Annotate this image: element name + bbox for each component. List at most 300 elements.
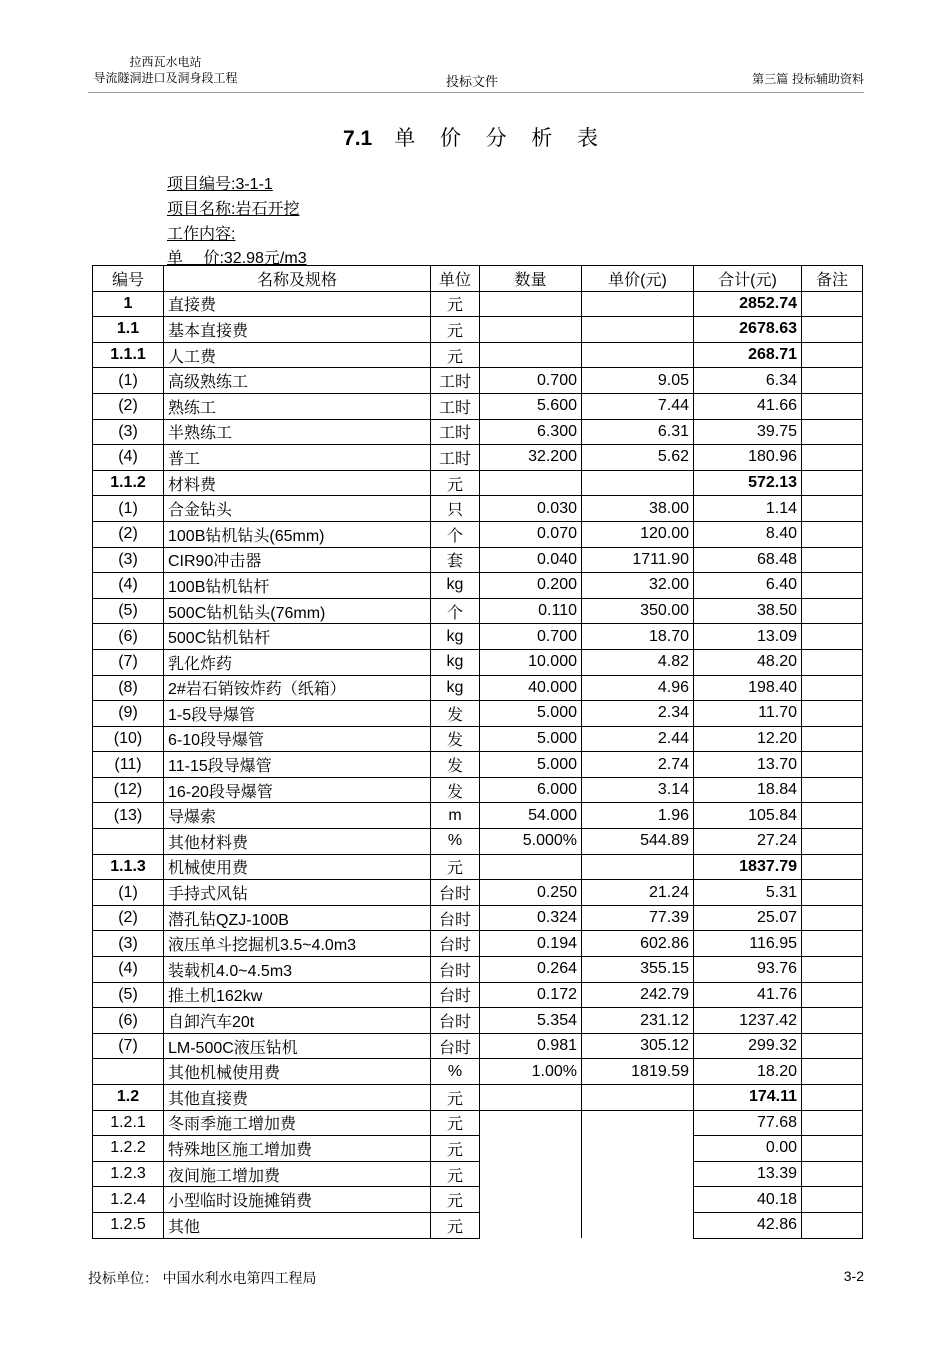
cell-qty xyxy=(480,317,582,343)
cell-qty: 0.172 xyxy=(480,982,582,1008)
cell-qty xyxy=(480,1187,582,1213)
cell-unit: % xyxy=(431,829,480,855)
cell-unit: 台时 xyxy=(431,931,480,957)
cell-qty: 6.300 xyxy=(480,419,582,445)
table-row xyxy=(93,880,863,906)
cell-total: 299.32 xyxy=(694,1033,802,1059)
cell-price: 2.74 xyxy=(582,752,694,778)
cell-name: 100B钻机钻头(65mm) xyxy=(164,521,431,547)
cell-remark xyxy=(802,547,863,573)
cell-qty: 0.040 xyxy=(480,547,582,573)
cell-total: 11.70 xyxy=(694,701,802,727)
cell-name: 其他 xyxy=(164,1212,431,1238)
cell-name: 手持式风钻 xyxy=(164,880,431,906)
cell-total: 40.18 xyxy=(694,1187,802,1213)
cell-unit: 台时 xyxy=(431,1033,480,1059)
cell-price: 2.34 xyxy=(582,701,694,727)
table-row xyxy=(93,547,863,573)
cell-unit: 元 xyxy=(431,1161,480,1187)
cell-price: 2.44 xyxy=(582,726,694,752)
cell-qty: 5.000 xyxy=(480,701,582,727)
cell-remark xyxy=(802,1136,863,1162)
cell-unit: 台时 xyxy=(431,880,480,906)
header-divider xyxy=(88,92,864,93)
cell-remark xyxy=(802,803,863,829)
cell-remark xyxy=(802,1059,863,1085)
cell-unit: 工时 xyxy=(431,393,480,419)
table-row xyxy=(93,342,863,368)
cell-no: (10) xyxy=(93,726,164,752)
cell-price: 9.05 xyxy=(582,368,694,394)
cell-unit: 个 xyxy=(431,598,480,624)
cell-no xyxy=(93,829,164,855)
cell-name: 特殊地区施工增加费 xyxy=(164,1136,431,1162)
cell-qty: 10.000 xyxy=(480,649,582,675)
cell-remark xyxy=(802,905,863,931)
cell-total: 48.20 xyxy=(694,649,802,675)
table-row xyxy=(93,445,863,471)
cell-qty: 0.250 xyxy=(480,880,582,906)
cell-total: 13.09 xyxy=(694,624,802,650)
table-row xyxy=(93,1059,863,1085)
cell-no: (5) xyxy=(93,982,164,1008)
cell-total: 41.76 xyxy=(694,982,802,1008)
cell-price: 4.82 xyxy=(582,649,694,675)
table-row xyxy=(93,521,863,547)
cell-total: 25.07 xyxy=(694,905,802,931)
cell-remark xyxy=(802,470,863,496)
cell-name: 自卸汽车20t xyxy=(164,1008,431,1034)
cell-unit: 元 xyxy=(431,1110,480,1136)
cell-price: 4.96 xyxy=(582,675,694,701)
header-project xyxy=(88,54,243,86)
cell-no: 1.2.1 xyxy=(93,1110,164,1136)
cell-price xyxy=(582,1085,694,1111)
cell-no: 1.2.4 xyxy=(93,1187,164,1213)
table-row xyxy=(93,803,863,829)
work-content: 工作内容: xyxy=(167,226,236,243)
table-row xyxy=(93,393,863,419)
cell-unit: 元 xyxy=(431,1187,480,1213)
col-header-qty: 数量 xyxy=(480,266,582,292)
cell-price: 242.79 xyxy=(582,982,694,1008)
table-row xyxy=(93,1008,863,1034)
cell-no: 1.1.1 xyxy=(93,342,164,368)
cell-total: 0.00 xyxy=(694,1136,802,1162)
cell-unit: 工时 xyxy=(431,368,480,394)
cell-no: (4) xyxy=(93,573,164,599)
cell-qty xyxy=(480,1161,582,1187)
cell-qty: 0.200 xyxy=(480,573,582,599)
cell-no: 1.2.2 xyxy=(93,1136,164,1162)
cell-no: (8) xyxy=(93,675,164,701)
table-row xyxy=(93,1212,863,1238)
cell-total: 572.13 xyxy=(694,470,802,496)
table-row xyxy=(93,726,863,752)
cell-remark xyxy=(802,1008,863,1034)
cell-name: 推土机162kw xyxy=(164,982,431,1008)
cell-name: 其他机械使用费 xyxy=(164,1059,431,1085)
cell-remark xyxy=(802,752,863,778)
cell-total: 13.39 xyxy=(694,1161,802,1187)
table-row xyxy=(93,419,863,445)
cell-total: 13.70 xyxy=(694,752,802,778)
cell-total: 42.86 xyxy=(694,1212,802,1238)
cell-remark xyxy=(802,393,863,419)
cell-name: 11-15段导爆管 xyxy=(164,752,431,778)
cell-qty: 6.000 xyxy=(480,777,582,803)
unit-price-analysis-table xyxy=(92,265,863,1239)
header-station: 拉西瓦水电站 xyxy=(129,55,202,69)
cell-remark xyxy=(802,880,863,906)
table-row xyxy=(93,1110,863,1136)
cell-qty: 0.194 xyxy=(480,931,582,957)
table-row xyxy=(93,1161,863,1187)
cell-total: 6.40 xyxy=(694,573,802,599)
cell-unit: kg xyxy=(431,649,480,675)
cell-total: 105.84 xyxy=(694,803,802,829)
cell-unit: 只 xyxy=(431,496,480,522)
cell-remark xyxy=(802,624,863,650)
cell-qty: 0.981 xyxy=(480,1033,582,1059)
cell-no: (4) xyxy=(93,445,164,471)
cell-remark xyxy=(802,445,863,471)
cell-total: 27.24 xyxy=(694,829,802,855)
cell-no: 1.2 xyxy=(93,1085,164,1111)
cell-no: (7) xyxy=(93,1033,164,1059)
cell-remark xyxy=(802,1161,863,1187)
cell-price: 602.86 xyxy=(582,931,694,957)
cell-no: 1.2.5 xyxy=(93,1212,164,1238)
cell-price: 1711.90 xyxy=(582,547,694,573)
cell-no: (7) xyxy=(93,649,164,675)
cell-no: (11) xyxy=(93,752,164,778)
cell-unit: 元 xyxy=(431,291,480,317)
cell-no: (13) xyxy=(93,803,164,829)
cell-name: 熟练工 xyxy=(164,393,431,419)
cell-price: 38.00 xyxy=(582,496,694,522)
cell-unit: 元 xyxy=(431,854,480,880)
cell-price: 350.00 xyxy=(582,598,694,624)
cell-unit: 台时 xyxy=(431,1008,480,1034)
cell-remark xyxy=(802,368,863,394)
cell-remark xyxy=(802,931,863,957)
cell-name: 潜孔钻QZJ-100B xyxy=(164,905,431,931)
cell-remark xyxy=(802,496,863,522)
unit-price: 单 价:32.98元/m3 xyxy=(167,250,307,267)
col-header-price: 单价(元) xyxy=(582,266,694,292)
table-row xyxy=(93,317,863,343)
cell-no: (3) xyxy=(93,931,164,957)
cell-remark xyxy=(802,1085,863,1111)
cell-no: (1) xyxy=(93,496,164,522)
cell-unit: % xyxy=(431,1059,480,1085)
cell-name: 液压单斗挖掘机3.5~4.0m3 xyxy=(164,931,431,957)
cell-remark xyxy=(802,1212,863,1238)
cell-name: CIR90冲击器 xyxy=(164,547,431,573)
cell-price xyxy=(582,1136,694,1162)
cell-price xyxy=(582,854,694,880)
cell-name: 人工费 xyxy=(164,342,431,368)
table-row xyxy=(93,675,863,701)
cell-name: 2#岩石销铵炸药（纸箱） xyxy=(164,675,431,701)
cell-unit: 台时 xyxy=(431,982,480,1008)
cell-no: (3) xyxy=(93,419,164,445)
cell-name: 6-10段导爆管 xyxy=(164,726,431,752)
cell-name: 冬雨季施工增加费 xyxy=(164,1110,431,1136)
cell-unit: 元 xyxy=(431,1085,480,1111)
table-row xyxy=(93,1187,863,1213)
cell-no: (4) xyxy=(93,957,164,983)
cell-name: 其他直接费 xyxy=(164,1085,431,1111)
cell-no: (5) xyxy=(93,598,164,624)
cell-total: 93.76 xyxy=(694,957,802,983)
table-row xyxy=(93,957,863,983)
cell-qty xyxy=(480,1110,582,1136)
cell-name: 乳化炸药 xyxy=(164,649,431,675)
table-row xyxy=(93,701,863,727)
cell-total: 8.40 xyxy=(694,521,802,547)
col-header-name: 名称及规格 xyxy=(164,266,431,292)
table-row xyxy=(93,1085,863,1111)
cell-name: 夜间施工增加费 xyxy=(164,1161,431,1187)
cell-qty xyxy=(480,1085,582,1111)
cell-qty: 5.354 xyxy=(480,1008,582,1034)
cell-unit: 发 xyxy=(431,726,480,752)
table-row xyxy=(93,777,863,803)
cell-price xyxy=(582,317,694,343)
cell-unit: 个 xyxy=(431,521,480,547)
cell-name: 500C钻机钻杆 xyxy=(164,624,431,650)
cell-qty: 5.000 xyxy=(480,726,582,752)
cell-name: 半熟练工 xyxy=(164,419,431,445)
cell-unit: 发 xyxy=(431,701,480,727)
cell-qty xyxy=(480,1212,582,1238)
cell-no: (6) xyxy=(93,1008,164,1034)
cell-remark xyxy=(802,1110,863,1136)
cell-qty: 5.600 xyxy=(480,393,582,419)
table-row xyxy=(93,1136,863,1162)
cell-name: 材料费 xyxy=(164,470,431,496)
table-row xyxy=(93,931,863,957)
cell-total: 198.40 xyxy=(694,675,802,701)
cell-qty: 54.000 xyxy=(480,803,582,829)
cell-unit: 工时 xyxy=(431,419,480,445)
cell-qty xyxy=(480,342,582,368)
cell-no: 1.1 xyxy=(93,317,164,343)
cell-qty xyxy=(480,854,582,880)
cell-unit: kg xyxy=(431,624,480,650)
cell-total: 39.75 xyxy=(694,419,802,445)
cell-price: 1.96 xyxy=(582,803,694,829)
cell-name: 1-5段导爆管 xyxy=(164,701,431,727)
table-row xyxy=(93,982,863,1008)
cell-qty: 0.700 xyxy=(480,368,582,394)
cell-qty: 0.700 xyxy=(480,624,582,650)
project-name: 项目名称:岩石开挖 xyxy=(167,201,300,218)
cell-total: 1237.42 xyxy=(694,1008,802,1034)
cell-unit: 元 xyxy=(431,317,480,343)
table-row xyxy=(93,624,863,650)
cell-price: 18.70 xyxy=(582,624,694,650)
cell-qty: 40.000 xyxy=(480,675,582,701)
cell-total: 116.95 xyxy=(694,931,802,957)
cell-no: (9) xyxy=(93,701,164,727)
cell-price xyxy=(582,470,694,496)
cell-price: 355.15 xyxy=(582,957,694,983)
header-project-name: 导流隧洞进口及洞身段工程 xyxy=(93,71,238,85)
header-doc-type: 投标文件 xyxy=(446,75,499,90)
page-number: 3-2 xyxy=(843,1268,864,1284)
cell-remark xyxy=(802,573,863,599)
cell-total: 18.20 xyxy=(694,1059,802,1085)
table-row xyxy=(93,573,863,599)
cell-name: LM-500C液压钻机 xyxy=(164,1033,431,1059)
cell-no: 1.1.2 xyxy=(93,470,164,496)
cell-unit: 发 xyxy=(431,752,480,778)
cell-price: 3.14 xyxy=(582,777,694,803)
cell-qty xyxy=(480,470,582,496)
cell-no: (1) xyxy=(93,880,164,906)
cell-price: 1819.59 xyxy=(582,1059,694,1085)
cell-name: 直接费 xyxy=(164,291,431,317)
cell-name: 小型临时设施摊销费 xyxy=(164,1187,431,1213)
cell-price: 231.12 xyxy=(582,1008,694,1034)
cell-qty: 0.324 xyxy=(480,905,582,931)
cell-total: 174.11 xyxy=(694,1085,802,1111)
cell-no: (1) xyxy=(93,368,164,394)
cell-qty: 32.200 xyxy=(480,445,582,471)
cell-qty: 0.110 xyxy=(480,598,582,624)
cell-qty: 0.030 xyxy=(480,496,582,522)
cell-price: 544.89 xyxy=(582,829,694,855)
cell-unit: kg xyxy=(431,675,480,701)
header-section: 第三篇 投标辅助资料 xyxy=(752,72,864,86)
cell-price xyxy=(582,342,694,368)
cell-total: 41.66 xyxy=(694,393,802,419)
col-header-remark: 备注 xyxy=(802,266,863,292)
cell-price xyxy=(582,1187,694,1213)
cell-price: 5.62 xyxy=(582,445,694,471)
cell-unit: 套 xyxy=(431,547,480,573)
cell-remark xyxy=(802,291,863,317)
cell-no: (3) xyxy=(93,547,164,573)
cell-no: 1 xyxy=(93,291,164,317)
cell-remark xyxy=(802,317,863,343)
cell-name: 普工 xyxy=(164,445,431,471)
cell-unit: 发 xyxy=(431,777,480,803)
cell-name: 高级熟练工 xyxy=(164,368,431,394)
table-header-row xyxy=(93,266,863,292)
cell-price: 120.00 xyxy=(582,521,694,547)
cell-price: 6.31 xyxy=(582,419,694,445)
cell-total: 1837.79 xyxy=(694,854,802,880)
cell-unit: 元 xyxy=(431,1212,480,1238)
cell-remark xyxy=(802,701,863,727)
table-row xyxy=(93,470,863,496)
cell-total: 2678.63 xyxy=(694,317,802,343)
col-header-unit: 单位 xyxy=(431,266,480,292)
cell-qty: 5.000 xyxy=(480,752,582,778)
cell-name: 500C钻机钻头(76mm) xyxy=(164,598,431,624)
table-row xyxy=(93,598,863,624)
cell-name: 机械使用费 xyxy=(164,854,431,880)
cell-remark xyxy=(802,1187,863,1213)
cell-remark xyxy=(802,982,863,1008)
cell-total: 38.50 xyxy=(694,598,802,624)
cell-unit: 工时 xyxy=(431,445,480,471)
cell-name: 16-20段导爆管 xyxy=(164,777,431,803)
cell-remark xyxy=(802,777,863,803)
cell-no: (6) xyxy=(93,624,164,650)
cell-price xyxy=(582,291,694,317)
cell-unit: 元 xyxy=(431,1136,480,1162)
cell-remark xyxy=(802,1033,863,1059)
cell-price xyxy=(582,1110,694,1136)
col-header-no: 编号 xyxy=(93,266,164,292)
cell-qty: 0.070 xyxy=(480,521,582,547)
cell-total: 1.14 xyxy=(694,496,802,522)
cell-remark xyxy=(802,521,863,547)
cell-qty: 5.000% xyxy=(480,829,582,855)
cell-price: 7.44 xyxy=(582,393,694,419)
cell-price xyxy=(582,1161,694,1187)
cell-remark xyxy=(802,342,863,368)
cell-total: 2852.74 xyxy=(694,291,802,317)
table-row xyxy=(93,291,863,317)
cell-name: 100B钻机钻杆 xyxy=(164,573,431,599)
cell-name: 合金钻头 xyxy=(164,496,431,522)
cell-unit: kg xyxy=(431,573,480,599)
cell-remark xyxy=(802,419,863,445)
cell-price: 21.24 xyxy=(582,880,694,906)
cell-price: 32.00 xyxy=(582,573,694,599)
col-header-total: 合计(元) xyxy=(694,266,802,292)
bidder-name: 投标单位： 中国水利水电第四工程局 xyxy=(88,1271,317,1287)
cell-no: (12) xyxy=(93,777,164,803)
page-title xyxy=(0,122,950,152)
cell-price: 77.39 xyxy=(582,905,694,931)
cell-qty: 1.00% xyxy=(480,1059,582,1085)
table-row xyxy=(93,496,863,522)
table-row xyxy=(93,649,863,675)
cell-total: 18.84 xyxy=(694,777,802,803)
cell-total: 12.20 xyxy=(694,726,802,752)
cell-no: (2) xyxy=(93,905,164,931)
cell-name: 装载机4.0~4.5m3 xyxy=(164,957,431,983)
cell-remark xyxy=(802,854,863,880)
cell-name: 其他材料费 xyxy=(164,829,431,855)
cell-total: 5.31 xyxy=(694,880,802,906)
cell-price: 305.12 xyxy=(582,1033,694,1059)
cell-remark xyxy=(802,957,863,983)
cell-unit: 元 xyxy=(431,470,480,496)
cell-no xyxy=(93,1059,164,1085)
cell-name: 导爆索 xyxy=(164,803,431,829)
cell-unit: 元 xyxy=(431,342,480,368)
table-row xyxy=(93,752,863,778)
cell-remark xyxy=(802,726,863,752)
cell-unit: 台时 xyxy=(431,957,480,983)
cell-no: (2) xyxy=(93,393,164,419)
cell-total: 77.68 xyxy=(694,1110,802,1136)
cell-no: 1.1.3 xyxy=(93,854,164,880)
cell-total: 268.71 xyxy=(694,342,802,368)
cell-total: 6.34 xyxy=(694,368,802,394)
cell-unit: m xyxy=(431,803,480,829)
table-row xyxy=(93,829,863,855)
cell-remark xyxy=(802,649,863,675)
